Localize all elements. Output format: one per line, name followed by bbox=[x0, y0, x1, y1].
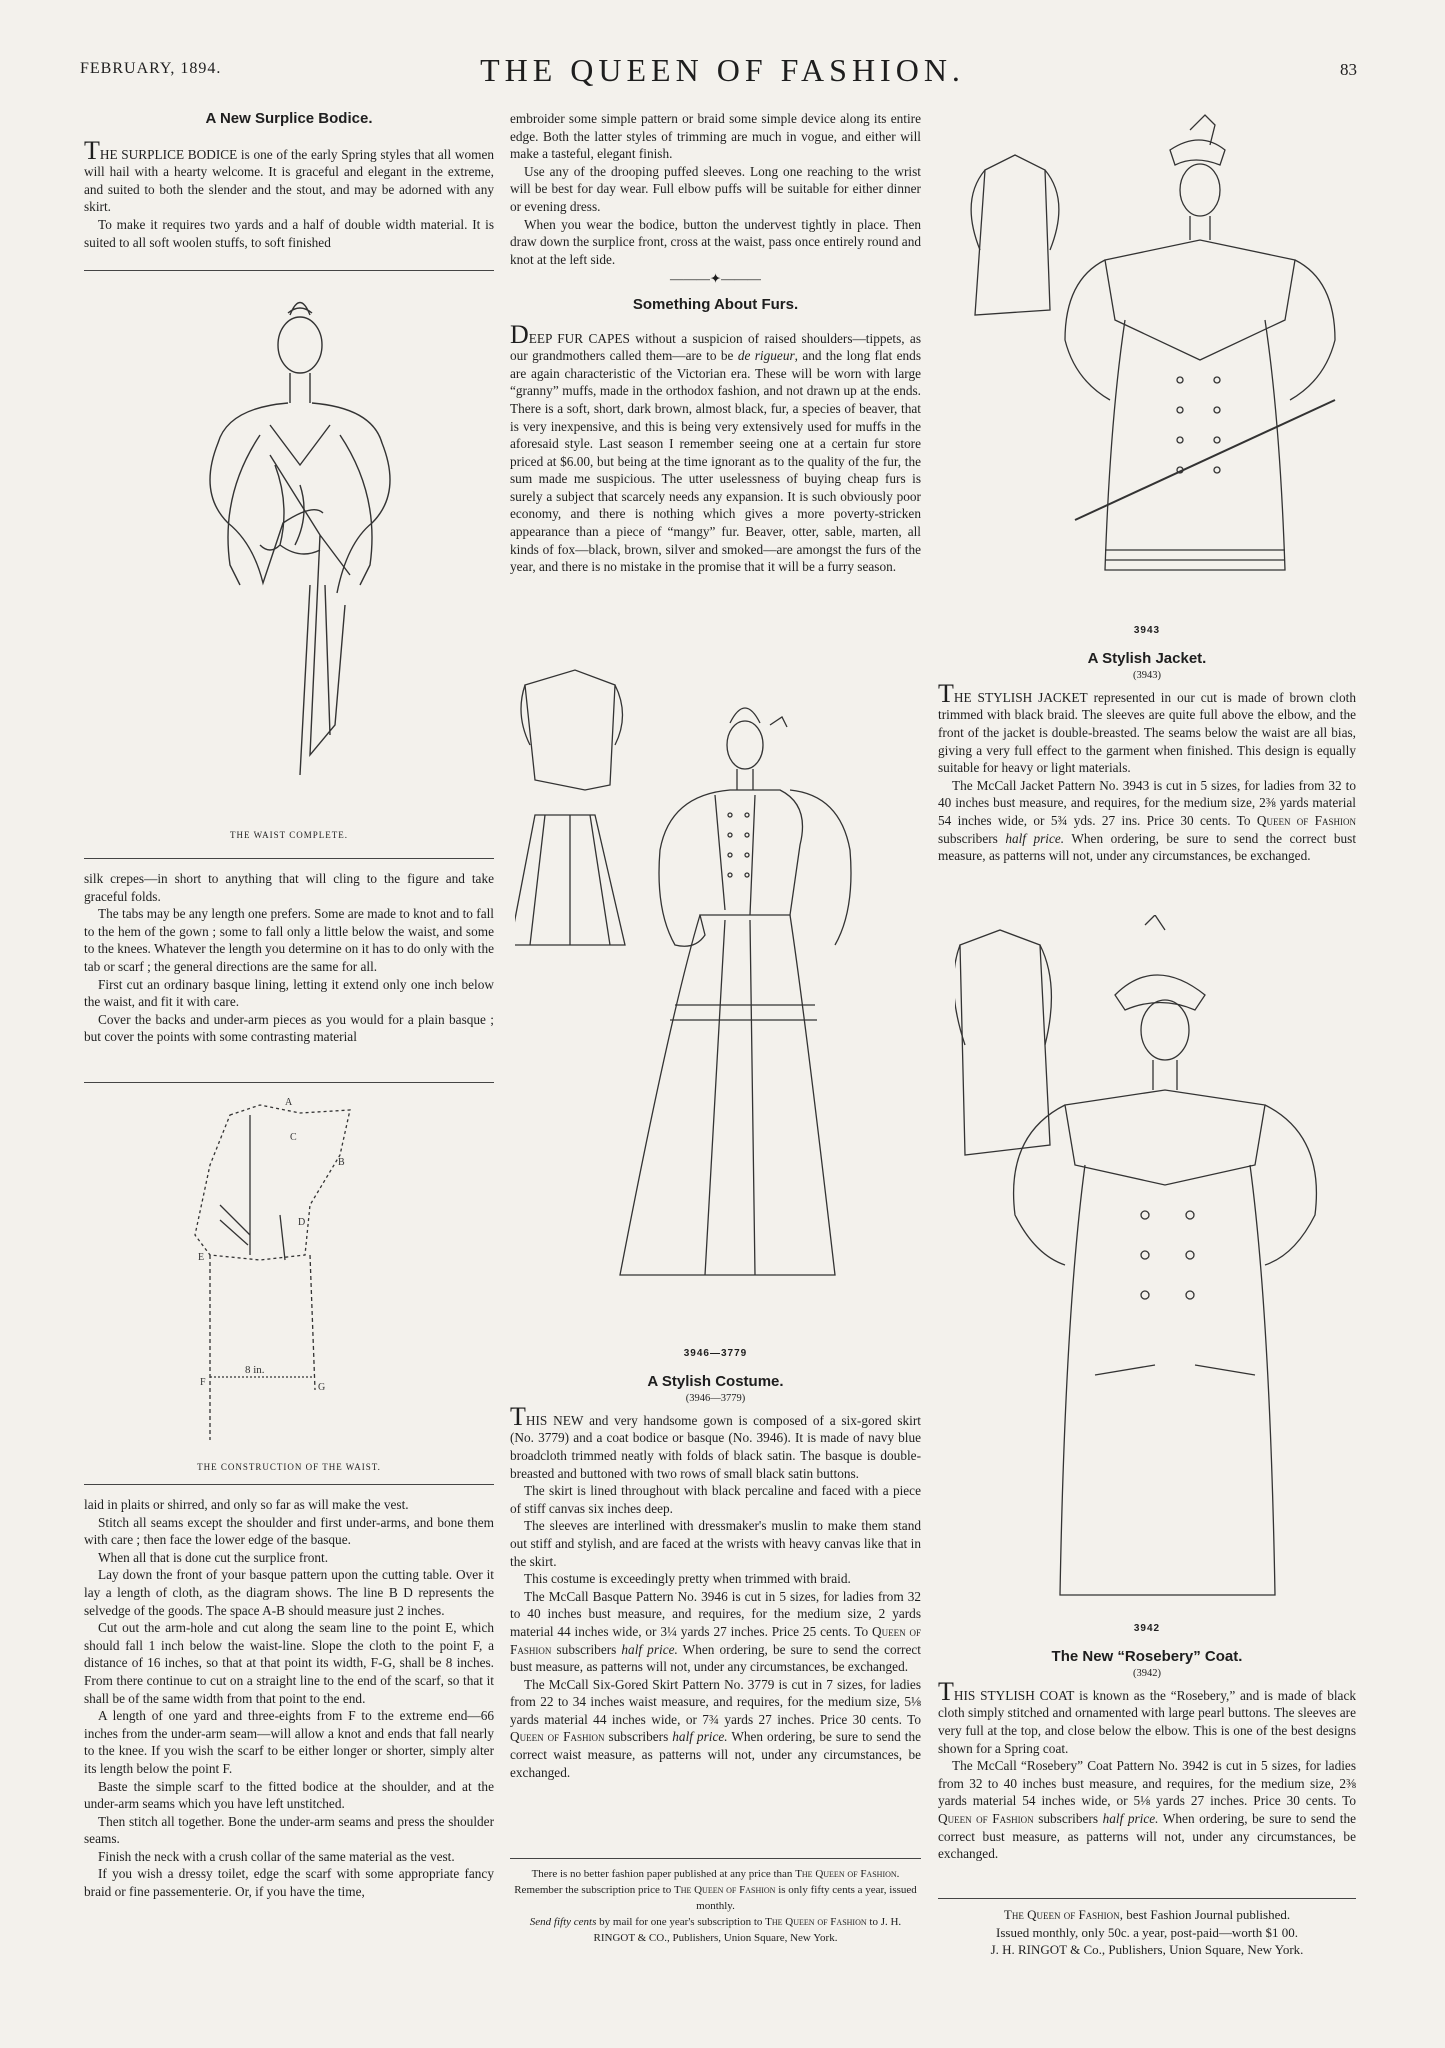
costume-p1: THIS NEW and very handsome gown is composed of a six-gored skirt (No. 3779) and a coat bodice or basque (No. 3946). It is made of navy blue broadcloth trimmed neatly with folds of black satin. The basque is double-breasted and buttoned with two rows of small black satin buttons. bbox=[510, 1401, 922, 1481]
stylish-jacket-article bbox=[938, 622, 1356, 865]
caption-waist-complete: THE WAIST COMPLETE. bbox=[230, 830, 348, 840]
diagram-label-g: G bbox=[318, 1382, 326, 1393]
stylish-costume-illustration bbox=[515, 665, 915, 1305]
waist-complete-illustration bbox=[150, 285, 450, 825]
diagram-label-e: E bbox=[198, 1252, 205, 1263]
surplice-p15: Finish the neck with a crush collar of the same material as the vest. bbox=[98, 1848, 455, 1864]
divider bbox=[84, 270, 494, 271]
surplice-intro: THE SURPLICE BODICE is one of the early Spring styles that all women will hail with a hearty welcome. It is graceful and elegant in the extreme, and suited to both the slender and the stout, and may be adorned with any skirt. bbox=[84, 135, 494, 215]
publisher-line-1: The Queen of Fashion, best Fashion Journal published. bbox=[1003, 1907, 1291, 1922]
notice-line-2: Send fifty cents by mail for one year's subscription to The Queen of Fashion to J. H. RINGOT & CO., Publishers, Union Square, New York. bbox=[529, 1916, 902, 1944]
issue-date: FEBRUARY, 1894. bbox=[80, 60, 222, 77]
surplice-p10: Lay down the front of your basque pattern upon the cutting table. Over it lay a length of cloth, as the diagram shows. The line B D represents the selvedge of the goods. The space A-B should measure just 2 inches. bbox=[84, 1567, 494, 1618]
bodice-continued-p1: embroider some simple pattern or braid some simple device along its entire edge. Both the latter styles of trimming are much in vogue, and either will make a tasteful, elegant finish. bbox=[510, 111, 921, 162]
surplice-p14: Then stitch all together. Bone the under-arm seams and press the shoulder seams. bbox=[84, 1813, 494, 1847]
divider bbox=[84, 1484, 494, 1485]
costume-p2: The skirt is lined throughout with black percaline and faced with a piece of stiff canvas six inches deep. bbox=[510, 1483, 921, 1516]
surplice-article-bottom bbox=[84, 1496, 494, 1901]
surplice-p13: Baste the simple scarf to the fitted bodice at the shoulder, and at the under-arm seams which you have left unstitched. bbox=[84, 1778, 494, 1812]
surplice-p4: The tabs may be any length one prefers. Some are made to knot and to fall to the hem of the gown ; some to fall only a little below the waist, and some to the knees. Whatever the length you determine on it has to do only with the tab or scarf ; the general directions are the same for all. bbox=[84, 906, 494, 974]
divider bbox=[84, 858, 494, 859]
publisher-notice bbox=[938, 1906, 1356, 1959]
divider bbox=[84, 1082, 494, 1083]
surplice-p9: When all that is done cut the surplice front. bbox=[98, 1549, 329, 1565]
jacket-subtitle: (3943) bbox=[1133, 670, 1161, 682]
jacket-pattern-number: 3943 bbox=[1133, 625, 1161, 636]
costume-pattern-number: 3946—3779 bbox=[683, 1348, 748, 1359]
notice-line-1: There is no better fashion paper published at any price than The Queen of Fashion. Remember the subscription price to The Queen of Fashion is only fifty cents a year, issued monthly. bbox=[514, 1868, 917, 1912]
page-number: 83 bbox=[1340, 60, 1357, 79]
column-2-top bbox=[510, 110, 921, 576]
subscription-notice bbox=[510, 1866, 921, 1946]
surplice-article-top bbox=[84, 110, 494, 251]
coat-p1: THIS STYLISH COAT is known as the “Rosebery,” and is made of black cloth simply stitched and ornamented with large pearl buttons. The sleeves are very full at the top, and close below the elbow. This is one of the best designs shown for a Spring coat. bbox=[938, 1676, 1356, 1756]
jacket-title: A Stylish Jacket. bbox=[1087, 649, 1207, 667]
rosebery-coat-illustration bbox=[955, 915, 1345, 1615]
coat-subtitle: (3942) bbox=[1133, 1668, 1161, 1680]
waist-construction-diagram bbox=[190, 1095, 390, 1450]
surplice-p7: laid in plaits or shirred, and only so far as will make the vest. bbox=[84, 1497, 409, 1512]
ornament-divider: ———✦——— bbox=[670, 271, 761, 287]
surplice-p5: First cut an ordinary basque lining, letting it extend only one inch below the waist, and fit it with care. bbox=[84, 976, 494, 1010]
caption-construction: THE CONSTRUCTION OF THE WAIST. bbox=[197, 1462, 381, 1472]
bodice-continued-p2: Use any of the drooping puffed sleeves. Long one reaching to the wrist will be best for day wear. Full elbow puffs will be suitable for either dinner or evening dress. bbox=[510, 163, 921, 214]
surplice-article-middle bbox=[84, 870, 494, 1046]
surplice-p12: A length of one yard and three-eights from F to the extreme end—66 inches from the under-arm seam—will allow a knot and ends that fall nearly to the knee. If you wish the scarf to be either longer or shorter, simply alter its length below the point F. bbox=[84, 1708, 494, 1776]
costume-subtitle: (3946—3779) bbox=[685, 1393, 746, 1405]
surplice-p2: To make it requires two yards and a half of double width material. It is suited to all soft woolen stuffs, to soft finished bbox=[84, 216, 494, 250]
stylish-costume-article bbox=[510, 1345, 921, 1781]
publisher-line-2: Issued monthly, only 50c. a year, post-paid—worth $1 00. bbox=[996, 1924, 1298, 1940]
bodice-continued-p3: When you wear the bodice, button the undervest tightly in place. Then draw down the surplice front, cross at the waist, pass once entirely round and knot at the left side. bbox=[510, 216, 921, 267]
surplice-p6: Cover the backs and under-arm pieces as you would for a plain basque ; but cover the points with some contrasting material bbox=[84, 1011, 494, 1045]
divider bbox=[510, 1858, 921, 1859]
divider bbox=[938, 1898, 1356, 1899]
diagram-label-f: F bbox=[200, 1377, 206, 1388]
costume-p6: The McCall Six-Gored Skirt Pattern No. 3779 is cut in 7 sizes, for ladies from 22 to 34 inches waist measure, and requires, for the medium size, 5⅛ yards material 44 inches wide, or 7¾ yards 27 inches. Price 30 cents. To Queen of Fashion subscribers half price. When ordering, be sure to send the correct waist measure, as patterns will not, under any circumstances, be exchanged. bbox=[510, 1676, 921, 1780]
stylish-jacket-illustration bbox=[955, 110, 1345, 600]
diagram-label-a: A bbox=[285, 1097, 293, 1108]
surplice-p3: silk crepes—in short to anything that will cling to the figure and take graceful folds. bbox=[84, 871, 494, 904]
jacket-p1: THE STYLISH JACKET represented in our cut is made of brown cloth trimmed with black braid. The sleeves are quite full above the elbow, and the front of the jacket is double-breasted. The seams below the waist are all bias, giving a very full effect to the garment when finished. This design is equally suitable for heavy or light materials. bbox=[938, 678, 1356, 776]
surplice-p8: Stitch all seams except the shoulder and first under-arms, and bone them with care ; then face the lower edge of the basque. bbox=[84, 1514, 494, 1548]
surplice-p16: If you wish a dressy toilet, edge the scarf with some appropriate fancy braid or fine passementerie. Or, if you have the time, bbox=[84, 1866, 494, 1900]
surplice-title: A New Surplice Bodice. bbox=[205, 110, 373, 127]
diagram-measure: 8 in. bbox=[245, 1364, 265, 1376]
furs-title: Something About Furs. bbox=[632, 295, 799, 313]
furs-article: DEEP FUR CAPES without a suspicion of raised shoulders—tippets, as our grandmothers called them—are to be de rigueur, and the long flat ends are again characteristic of the Victorian era. These will be worn with large “granny” muffs, made in the orthodox fashion, and not drawn up at the ends. There is a soft, short, dark brown, almost black, fur, a species of beaver, that is very inexpensive, and this is being very extensively used for muffs in the aforesaid style. Last season I remember seeing one at a certain fur store priced at $6.00, but being at the time ignorant as to the quality of the fur, the sum made me suspicious. The utter uselessness of buying cheap furs is surely a subject that scarcely needs any expansion. It is such obviously poor economy, and there is nothing which gives a more poverty-stricken appearance than a piece of “mangy” fur. Beaver, otter, sable, marten, all kinds of fox—black, brown, silver and smoked—are amongst the furs of the year, and there is no mistake in the promise that it will be a furry season. bbox=[510, 319, 922, 575]
rosebery-coat-article bbox=[938, 1620, 1356, 1863]
costume-p5: The McCall Basque Pattern No. 3946 is cut in 5 sizes, for ladies from 32 to 40 inches bust measure, and requires, for the medium size, 2 yards material 44 inches wide, or 3¼ yards 27 inches. Price 25 cents. To Queen of Fashion subscribers half price. When ordering, be sure to send the correct bust measure, as patterns will not, under any circumstances, be exchanged. bbox=[510, 1588, 921, 1675]
coat-p2: The McCall “Rosebery” Coat Pattern No. 3942 is cut in 5 sizes, for ladies from 32 to 40 inches bust measure, and requires, for the medium size, 2⅜ yards material 54 inches wide, or 5⅛ yards 27 inches. Price 30 cents. To Queen of Fashion subscribers half price. When ordering, be sure to send the correct bust measure, as patterns will not, under any circumstances, be exchanged. bbox=[938, 1758, 1357, 1862]
coat-pattern-number: 3942 bbox=[1133, 1623, 1161, 1634]
surplice-p11: Cut out the arm-hole and cut along the seam line to the point E, which should fall 1 inch below the waist-line. Slope the cloth to the point F, a distance of 16 inches, so that at that point its width, F-G, shall be 8 inches. From there continue to cut on a straight line to the end of the scarf, so that it shall be of the same width from that point to the end. bbox=[84, 1620, 494, 1706]
diagram-label-c: C bbox=[290, 1132, 297, 1143]
masthead-title: THE QUEEN OF FASHION. bbox=[480, 52, 965, 88]
diagram-label-d: D bbox=[298, 1217, 306, 1228]
costume-p4: This costume is exceedingly pretty when trimmed with braid. bbox=[524, 1571, 851, 1587]
costume-title: A Stylish Costume. bbox=[647, 1372, 784, 1390]
costume-p3: The sleeves are interlined with dressmaker's muslin to make them stand out stiff and stylish, and are faced at the wrists with heavy canvas like that in the skirt. bbox=[510, 1518, 921, 1569]
jacket-p2: The McCall Jacket Pattern No. 3943 is cut in 5 sizes, for ladies from 32 to 40 inches bust measure, and requires, for the medium size, 2⅜ yards material 54 inches wide, or 5¾ yds. 27 ins. Price 30 cents. To Queen of Fashion subscribers half price. When ordering, be sure to send the correct bust measure, as patterns will not, under any circumstances, be exchanged. bbox=[938, 777, 1357, 864]
publisher-line-3: J. H. RINGOT & Co., Publishers, Union Square, New York. bbox=[990, 1942, 1304, 1958]
coat-title: The New “Rosebery” Coat. bbox=[1051, 1647, 1243, 1665]
diagram-label-b: B bbox=[338, 1157, 345, 1168]
